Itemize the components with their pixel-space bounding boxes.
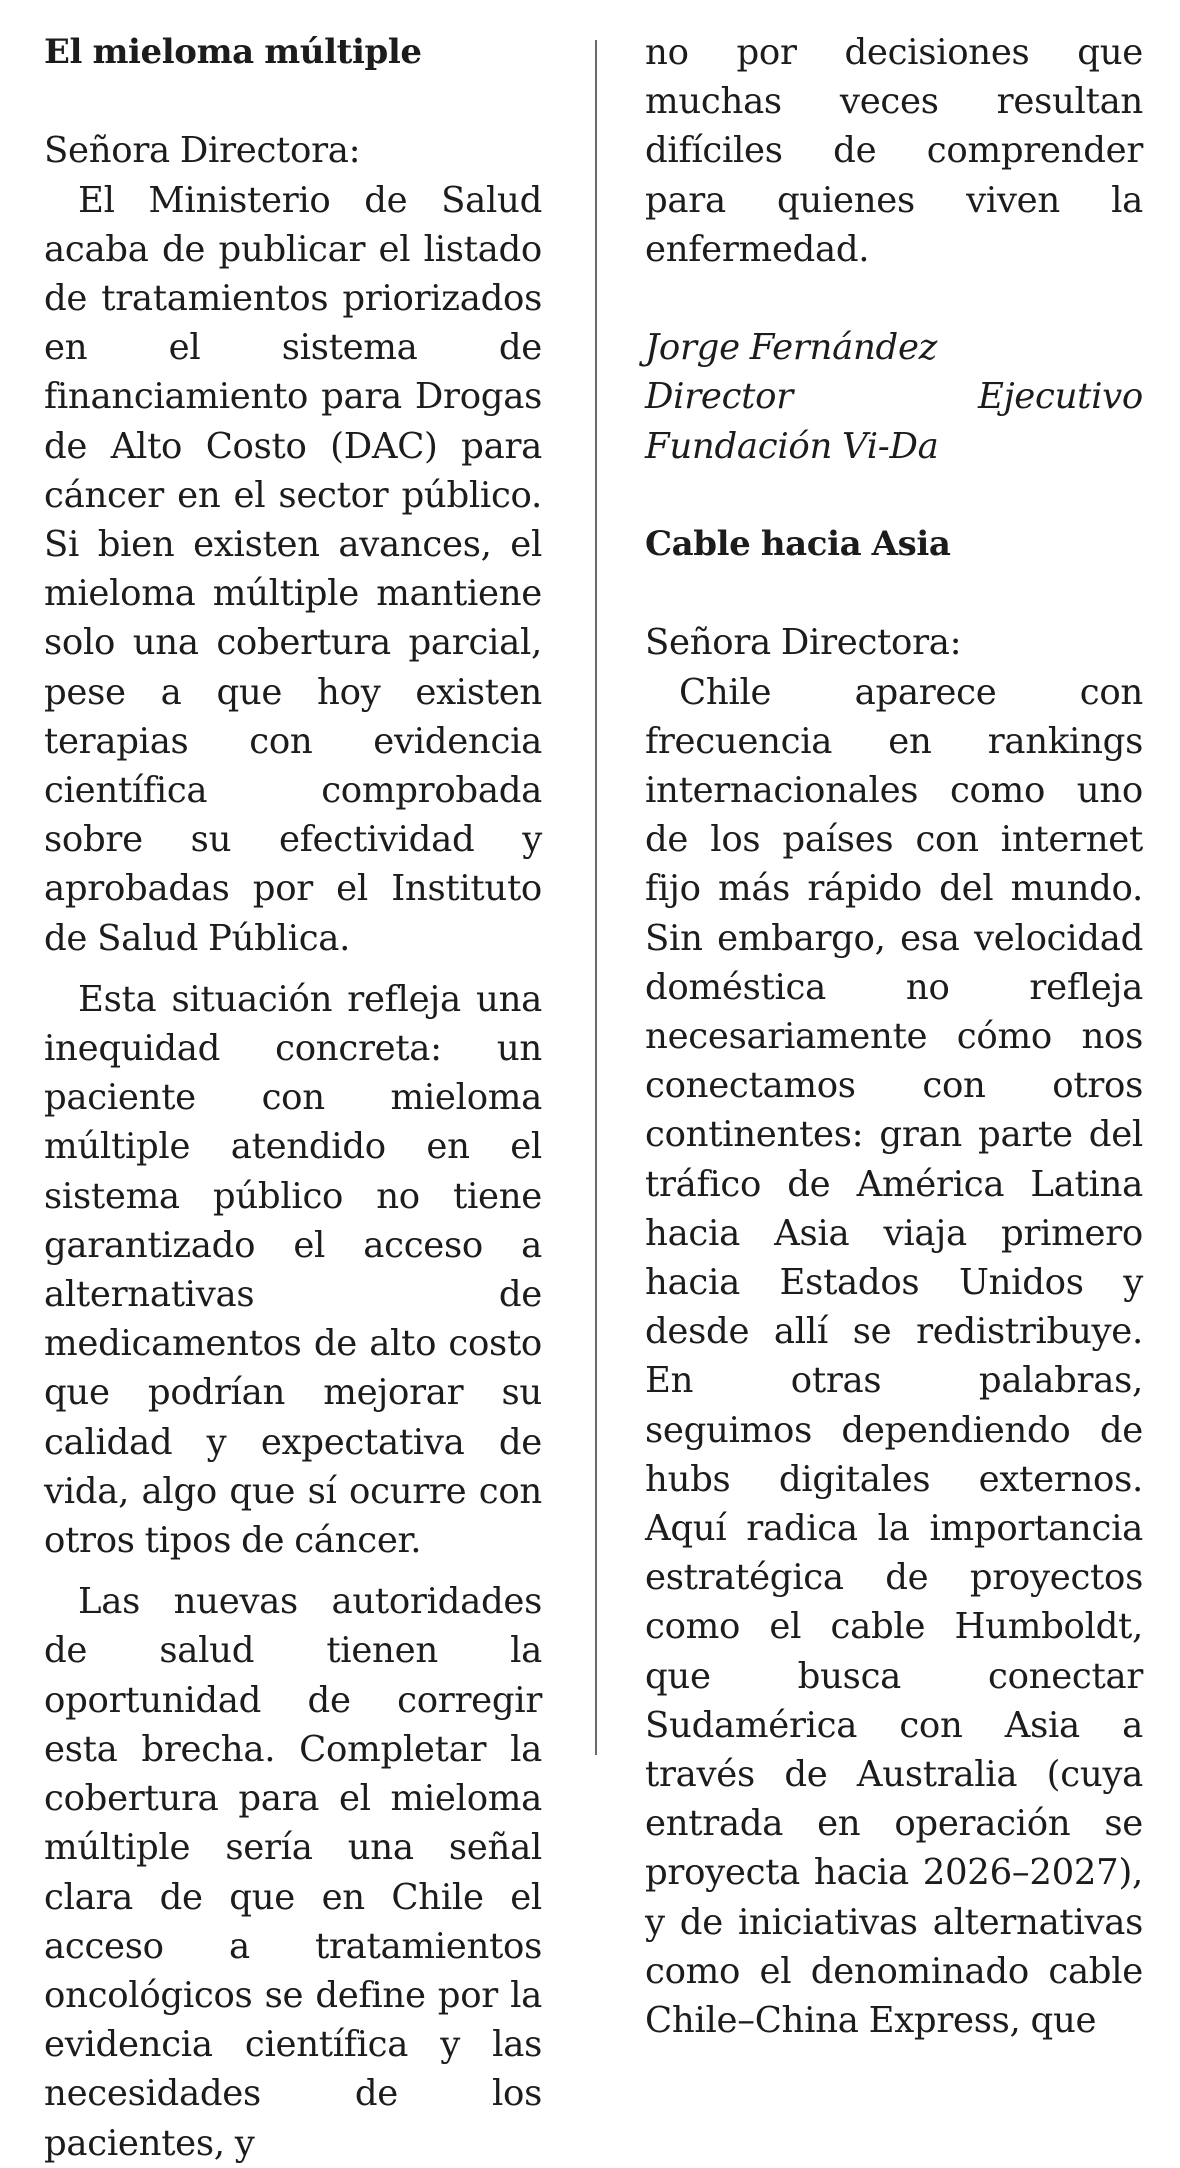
letter-title-cable: Cable hacia Asia <box>645 524 951 564</box>
letter-salutation: Señora Directora: <box>44 130 361 172</box>
letter-paragraph-continued: no por decisiones que muchas veces resultan difíciles de comprender para quienes viven la enfermedad. <box>645 32 1143 270</box>
letter-salutation: Señora Directora: <box>645 622 962 664</box>
spacer <box>44 77 542 126</box>
letter-paragraph: El Ministerio de Salud acaba de publicar el listado de tratamientos priorizados en el sistema de financiamiento para Drogas de Alto Costo (DAC) para cáncer en el sector público. Si bien existen avances, el mieloma múltiple mantiene solo una cobertura parcial, pese a que hoy existen terapias con evidencia científica comprobada sobre su efectividad y aprobadas por el Instituto de Salud Pública. <box>44 179 542 959</box>
signature-name: Jorge Fernández <box>645 327 938 369</box>
letter-paragraph: Las nuevas autoridades de salud tienen la oportunidad de corregir esta brecha. Completar la cobertura para el mieloma múltiple sería una señal clara de que en Chile el acceso a tratamientos oncológicos se define por la evidencia científica y las necesidades de los pacientes, y <box>44 1581 542 2164</box>
letter-paragraph: Chile aparece con frecuencia en rankings internacionales como uno de los países con internet fijo más rápido del mundo. Sin embargo, esa velocidad doméstica no refleja necesariamente cómo nos conectamos con otros continentes: gran parte del tráfico de América Latina hacia Asia viaja primero hacia Estados Unidos y desde allí se redistribuye. En otras palabras, seguimos dependiendo de hubs digitales externos. Aquí radica la importancia estratégica de proyectos como el cable Humboldt, que busca conectar Sudamérica con Asia a través de Australia (cuya entrada en operación se proyecta hacia 2026–2027), y de iniciativas alternativas como el denominado cable Chile–China Express, que <box>645 671 1143 2042</box>
letter-title-mieloma: El mieloma múltiple <box>44 32 422 72</box>
letter-paragraph: Esta situación refleja una inequidad concreta: un paciente con mieloma múltiple atendido en el sistema público no tiene garantizado el acceso a alternativas de medicamentos de alto costo que podrían mejorar su calidad y expectativa de vida, algo que sí ocurre con otros tipos de cáncer. <box>44 978 542 1562</box>
left-column <box>44 28 542 2168</box>
right-column <box>645 28 1143 2045</box>
signature-role: Director Ejecutivo Fundación Vi-Da <box>645 376 1143 467</box>
column-divider <box>595 40 597 1755</box>
